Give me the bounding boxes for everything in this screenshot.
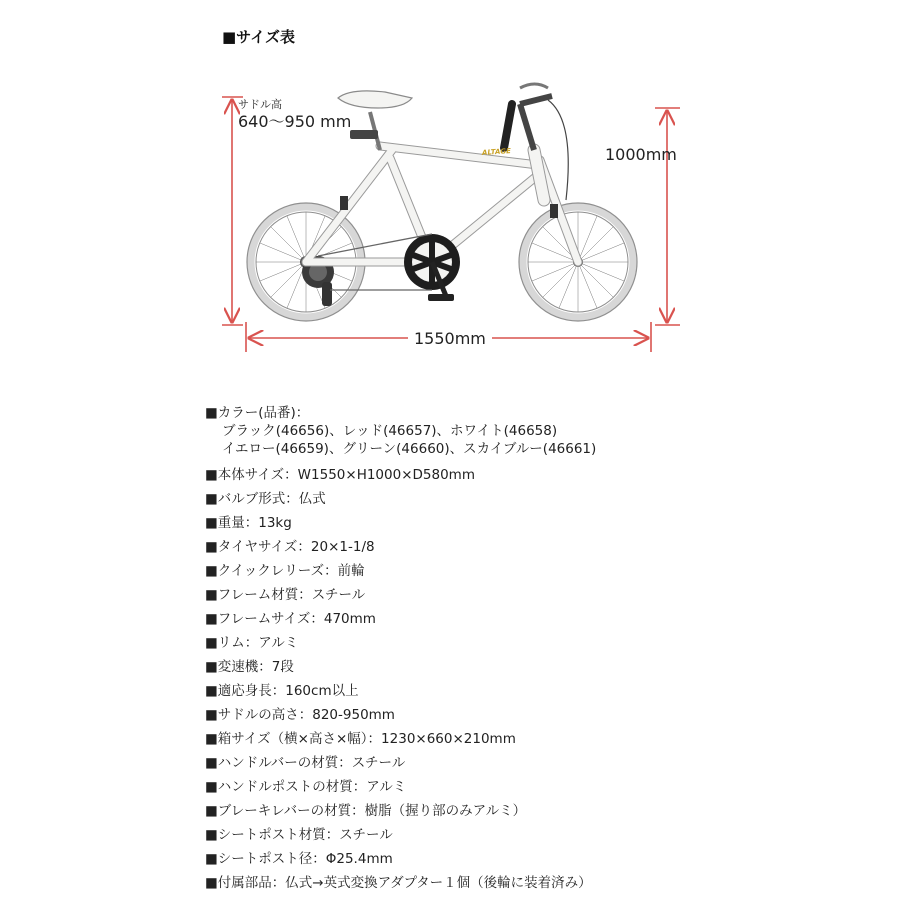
spec-item: ■箱サイズ（横×高さ×幅）：1230×660×210mm	[205, 731, 516, 747]
spec-item: ■バルブ形式：仏式	[205, 491, 326, 507]
spec-list	[205, 404, 885, 895]
spec-color-label: ■カラー(品番)：	[205, 405, 310, 421]
page-title: ■サイズ表	[222, 28, 295, 46]
spec-item: ■重量：13kg	[205, 515, 292, 531]
total-length-value: 1550mm	[408, 329, 492, 348]
spec-item: ■サドルの高さ：820-950mm	[205, 707, 395, 723]
spec-item: ■フレームサイズ：470mm	[205, 611, 376, 627]
spec-item: ■ハンドルバーの材質：スチール	[205, 755, 406, 771]
spec-item: ■付属部品：仏式→英式変換アダプター１個（後輪に装着済み）	[205, 875, 592, 891]
spec-item: ■本体サイズ：W1550×H1000×D580mm	[205, 467, 475, 483]
front-brake	[550, 204, 558, 218]
crankset	[404, 234, 460, 301]
spec-item: ■リム：アルミ	[205, 635, 299, 651]
rear-brake	[340, 196, 348, 210]
spec-item: ■適応身長：160cm以上	[205, 683, 359, 699]
spec-item: ■ブレーキレバーの材質：樹脂（握り部のみアルミ）	[205, 803, 527, 819]
spec-color	[205, 404, 885, 458]
spec-item: ■シートポスト材質：スチール	[205, 827, 393, 843]
spec-item: ■変速機：7段	[205, 659, 294, 675]
frame-brand-logo: ALTAGE	[481, 147, 512, 157]
spec-item: ■フレーム材質：スチール	[205, 587, 366, 603]
bicycle-diagram	[0, 0, 900, 380]
saddle-height-label: サドル高	[238, 98, 282, 111]
spec-item: ■ハンドルポストの材質：アルミ	[205, 779, 407, 795]
total-height-value: 1000mm	[605, 145, 677, 164]
saddle-height-value: 640〜950 mm	[238, 112, 352, 131]
spec-item: ■タイヤサイズ：20×1-1/8	[205, 539, 375, 555]
saddle-height-dimension	[222, 97, 243, 325]
spec-item: ■クイックレリーズ：前輪	[205, 563, 365, 579]
spec-color-line: イエロー(46659)、グリーン(46660)、スカイブルー(46661)	[222, 441, 597, 457]
total-height-dimension	[655, 108, 680, 325]
spec-item: ■シートポスト径：Φ25.4mm	[205, 851, 393, 867]
spec-color-line: ブラック(46656)、レッド(46657)、ホワイト(46658)	[222, 423, 558, 439]
